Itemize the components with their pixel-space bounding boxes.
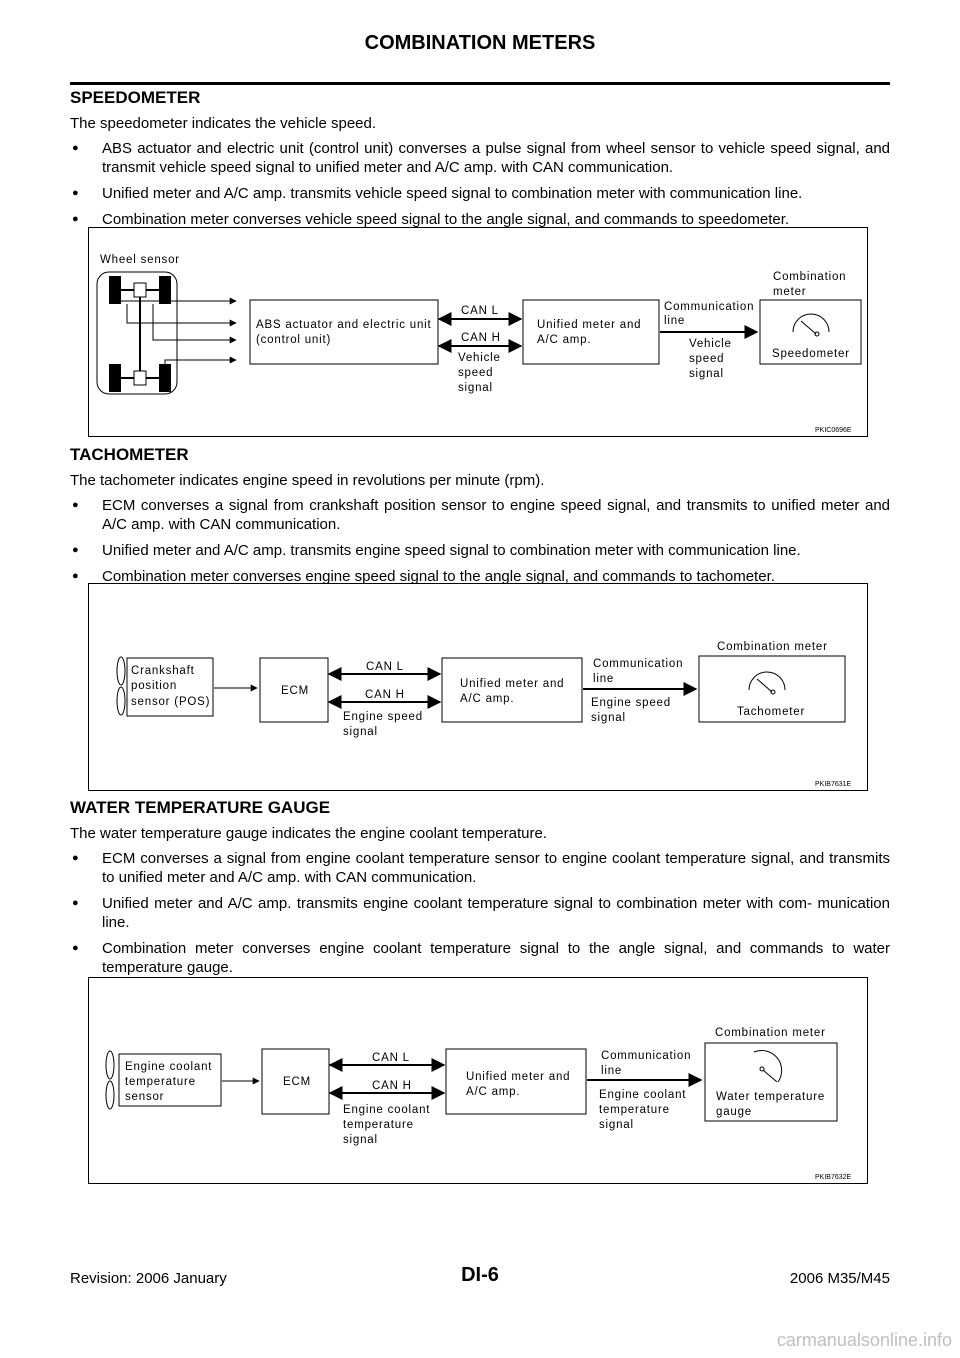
label-ecm: ECM <box>281 685 309 697</box>
tachometer-bullets <box>70 496 890 586</box>
label-sensor-l3: sensor <box>125 1091 165 1103</box>
label-signal1-l1: Engine coolant <box>343 1104 431 1116</box>
page-title: COMBINATION METERS <box>364 32 596 54</box>
label-sensor-l3: sensor (POS) <box>131 696 211 708</box>
heading-water-temperature: WATER TEMPERATURE GAUGE <box>70 798 331 817</box>
unified-meter-box <box>442 658 582 722</box>
label-signal2-l2: speed <box>689 353 725 365</box>
label-signal2-l1: Engine coolant <box>599 1089 687 1101</box>
figure-code: PKIC0696E <box>815 427 852 434</box>
bullet-item: ● Combination meter converses engine coolant temperature signal to the angle signal, and commands to water temperature gauge. <box>70 939 890 977</box>
heading-tachometer: TACHOMETER <box>70 445 189 464</box>
bullet-item: ● Unified meter and A/C amp. transmits engine coolant temperature signal to combination meter with com- munication line. <box>70 894 890 932</box>
label-signal1-l3: signal <box>458 382 493 394</box>
label-signal2-l1: Vehicle <box>689 338 732 350</box>
label-signal2-l3: signal <box>599 1119 634 1131</box>
label-meter: Combination meter <box>715 1027 826 1039</box>
label-sensor-l1: Engine coolant <box>125 1061 213 1073</box>
label-sensor-l1: Crankshaft <box>131 665 195 677</box>
label-comm-l1: Communication <box>593 658 684 670</box>
label-signal1-l1: Vehicle <box>458 352 501 364</box>
label-signal1-l1: Engine speed <box>343 711 423 723</box>
label-ecm: ECM <box>283 1076 311 1088</box>
section-water-temperature <box>70 798 890 984</box>
label-sensor-l2: temperature <box>125 1076 196 1088</box>
label-gauge: Tachometer <box>737 706 806 718</box>
label-unified-l2: A/C amp. <box>466 1086 521 1098</box>
label-unified-l2: A/C amp. <box>460 693 515 705</box>
label-can-h: CAN H <box>372 1080 412 1092</box>
label-wheel-sensor: Wheel sensor <box>100 254 180 266</box>
bullet-item: ● Combination meter converses engine speed signal to the angle signal, and commands to tachometer. <box>70 567 890 586</box>
label-signal1-l2: speed <box>458 367 494 379</box>
label-comm-l2: line <box>601 1065 623 1077</box>
footer-revision: Revision: 2006 January <box>70 1270 227 1287</box>
water-intro: The water temperature gauge indicates the engine coolant temperature. <box>70 825 547 842</box>
gauge-icon <box>754 1050 782 1082</box>
label-abs-line2: (control unit) <box>256 334 332 346</box>
water-bullets <box>70 849 890 977</box>
label-gauge-l2: gauge <box>716 1106 752 1118</box>
bullet-item: ● Unified meter and A/C amp. transmits engine speed signal to combination meter with communication line. <box>70 541 890 560</box>
figure-code: PKIB7632E <box>815 1174 852 1181</box>
page-number: DI-6 <box>461 1264 499 1286</box>
label-can-l: CAN L <box>372 1052 410 1064</box>
label-signal2-l2: temperature <box>599 1104 670 1116</box>
label-can-h: CAN H <box>461 332 501 344</box>
wheel-sensor-icon <box>97 272 177 394</box>
label-signal2-l3: signal <box>689 368 724 380</box>
sensor-icon <box>106 1051 114 1109</box>
wheel-sensor-wires <box>115 301 236 364</box>
label-can-l: CAN L <box>366 661 404 673</box>
label-comm-l1: Communication <box>664 301 755 313</box>
heading-speedometer: SPEEDOMETER <box>70 88 201 107</box>
gauge-icon <box>793 314 829 336</box>
bullet-item: ● Combination meter converses vehicle speed signal to the angle signal, and commands to speedometer. <box>70 210 890 229</box>
label-comm-l2: line <box>593 673 615 685</box>
label-unified-l1: Unified meter and <box>466 1071 571 1083</box>
figure-code: PKIB7631E <box>815 781 852 788</box>
label-signal2-l1: Engine speed <box>591 697 671 709</box>
label-unified-l1: Unified meter and <box>460 678 565 690</box>
speedometer-intro: The speedometer indicates the vehicle speed. <box>70 115 377 132</box>
tachometer-diagram <box>88 583 868 791</box>
label-signal2-l2: signal <box>591 712 626 724</box>
bullet-item: ● ECM converses a signal from engine coolant temperature sensor to engine coolant temperature signal, and transmits to unified meter and A/C amp. with CAN communication. <box>70 849 890 887</box>
label-comm-l1: Communication <box>601 1050 692 1062</box>
label-signal1-l2: signal <box>343 726 378 738</box>
label-meter-l1: Combination <box>773 271 847 283</box>
label-gauge: Speedometer <box>772 348 850 360</box>
label-gauge-l1: Water temperature <box>716 1091 826 1103</box>
label-comm-l2: line <box>664 315 686 327</box>
bullet-item: ● Unified meter and A/C amp. transmits vehicle speed signal to combination meter with communication line. <box>70 184 890 203</box>
label-unified-l2: A/C amp. <box>537 334 592 346</box>
label-sensor-l2: position <box>131 680 178 692</box>
watermark: carmanualsonline.info <box>776 1330 952 1350</box>
section-tachometer <box>70 445 890 593</box>
sensor-icon <box>117 657 125 715</box>
speedometer-diagram <box>88 227 868 437</box>
section-speedometer <box>70 88 890 236</box>
footer-model: 2006 M35/M45 <box>789 1270 890 1287</box>
abs-actuator-box <box>250 300 438 364</box>
tachometer-intro: The tachometer indicates engine speed in revolutions per minute (rpm). <box>70 472 545 489</box>
label-unified-l1: Unified meter and <box>537 319 642 331</box>
speedometer-bullets <box>70 139 890 229</box>
label-can-h: CAN H <box>365 689 405 701</box>
bullet-item: ● ECM converses a signal from crankshaft position sensor to engine speed signal, and transmits to unified meter and A/C amp. with CAN communication. <box>70 496 890 534</box>
label-abs-line1: ABS actuator and electric unit <box>256 319 432 331</box>
label-can-l: CAN L <box>461 305 499 317</box>
water-temperature-diagram <box>88 977 868 1184</box>
unified-meter-box <box>523 300 659 364</box>
label-signal1-l2: temperature <box>343 1119 414 1131</box>
title-rule <box>70 82 890 85</box>
bullet-item: ● ABS actuator and electric unit (control unit) converses a pulse signal from wheel sensor to vehicle speed signal, and transmit vehicle speed signal to unified meter and A/C amp. with CAN communication. <box>70 139 890 177</box>
label-meter-l2: meter <box>773 286 807 298</box>
label-signal1-l3: signal <box>343 1134 378 1146</box>
label-meter: Combination meter <box>717 641 828 653</box>
gauge-icon <box>749 672 785 694</box>
